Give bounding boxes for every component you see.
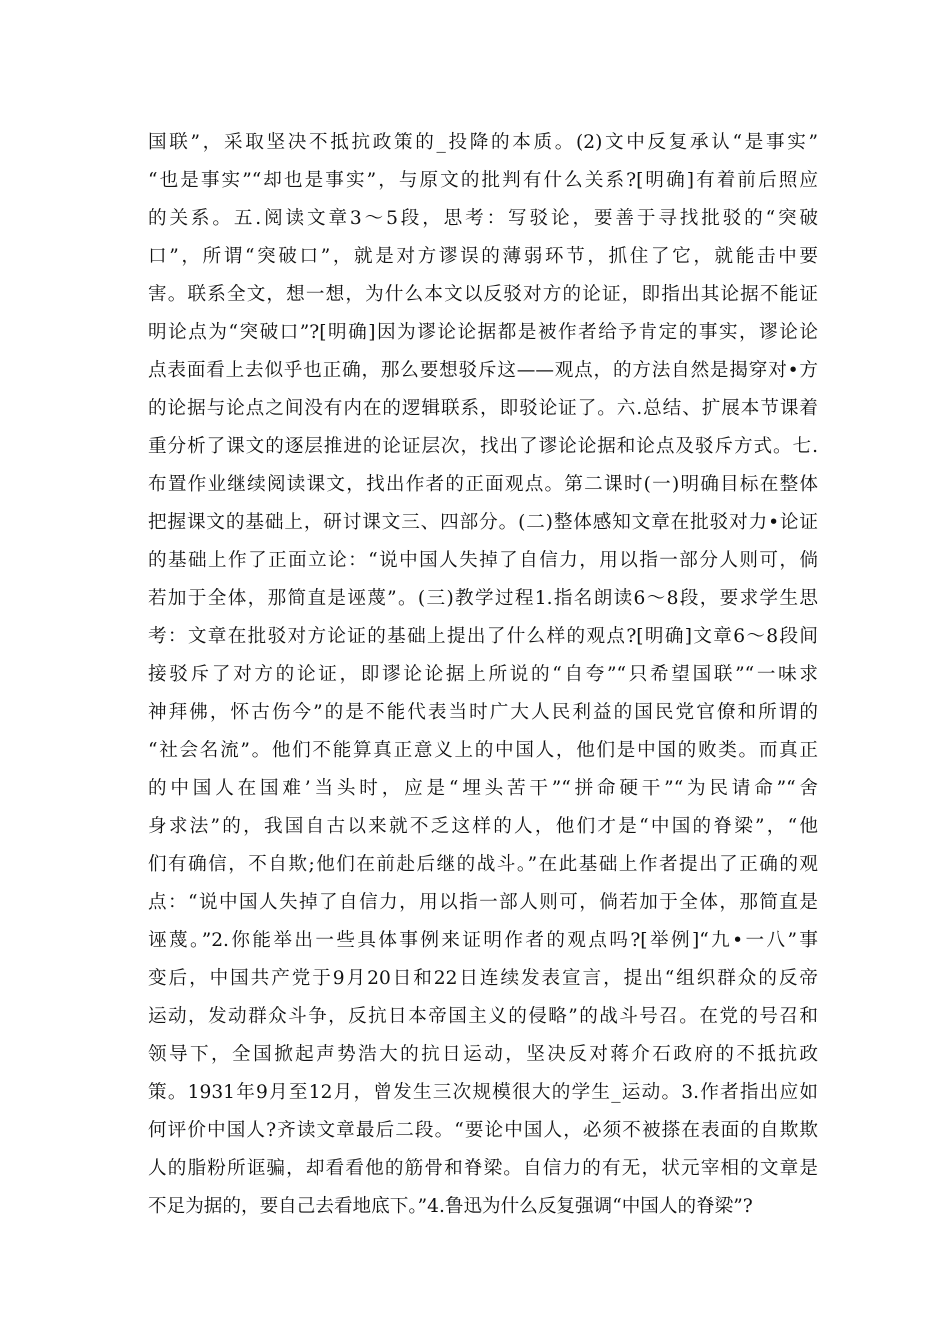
text-line: 点：“说中国人失掉了自信力，用以指一部人则可，倘若加于全体，那简直是 (148, 892, 818, 913)
text-line: 运动，发动群众斗争，反抗日本帝国主义的侵略”的战斗号召。在党的号召和 (148, 1006, 818, 1027)
text-line: 的论据与论点之间没有内在的逻辑联系，即驳论证了。六.总结、扩展本节课着 (148, 398, 818, 419)
text-line: 策。1931年9月至12月，曾发生三次规模很大的学生_运动。3.作者指出应如 (148, 1082, 818, 1103)
text-line: 害。联系全文，想一想，为什么本文以反驳对方的论证，即指出其论据不能证 (148, 284, 818, 305)
text-line: 的关系。五.阅读文章3～5段，思考：写驳论，要善于寻找批驳的“突破 (148, 208, 818, 229)
text-line: 接驳斥了对方的论证，即谬论论据上所说的“自夸”“只希望国联”“一味求 (148, 664, 818, 685)
text-line: 变后，中国共产党于9月20日和22日连续发表宣言，提出“组织群众的反帝 (148, 968, 818, 989)
text-line: 诬蔑。”2.你能举出一些具体事例来证明作者的观点吗?[举例]“九•一八”事 (148, 930, 818, 951)
text-line: “也是事实”“却也是事实”，与原文的批判有什么关系?[明确]有着前后照应 (148, 170, 818, 191)
text-line: 若加于全体，那简直是诬蔑”。(三)教学过程1.指名朗读6～8段，要求学生思 (148, 588, 818, 609)
text-line: 点表面看上去似乎也正确，那么要想驳斥这——观点，的方法自然是揭穿对•方 (148, 360, 818, 381)
text-line: 们有确信，不自欺;他们在前赴后继的战斗。”在此基础上作者提出了正确的观 (148, 854, 818, 875)
text-line: 的中国人在国难’当头时，应是“埋头苦干”“拼命硬干”“为民请命”“舍 (148, 778, 818, 799)
text-line: 身求法”的，我国自古以来就不乏这样的人，他们才是“中国的脊梁”，“他 (148, 816, 818, 837)
text-line: 布置作业继续阅读课文，找出作者的正面观点。第二课时(一)明确目标在整体 (148, 474, 818, 495)
text-line: 考：文章在批驳对方论证的基础上提出了什么样的观点?[明确]文章6～8段间 (148, 626, 818, 647)
text-line: 口”，所谓“突破口”，就是对方谬误的薄弱环节，抓住了它，就能击中要 (148, 246, 818, 267)
text-line: 重分析了课文的逐层推进的论证层次，找出了谬论论据和论点及驳斥方式。七. (148, 436, 818, 457)
text-line: “社会名流”。他们不能算真正意义上的中国人，他们是中国的败类。而真正 (148, 740, 818, 761)
text-line: 国联”，采取坚决不抵抗政策的_投降的本质。(2)文中反复承认“是事实” (148, 132, 818, 153)
text-line: 何评价中国人?齐读文章最后二段。“要论中国人，必须不被搽在表面的自欺欺 (148, 1120, 818, 1141)
text-line: 领导下，全国掀起声势浩大的抗日运动，坚决反对蒋介石政府的不抵抗政 (148, 1044, 818, 1065)
body-text (148, 124, 818, 1226)
text-line: 不足为据的，要自己去看地底下。”4.鲁迅为什么反复强调“中国人的脊梁”? (148, 1196, 753, 1217)
text-line: 神拜佛，怀古伤今”的是不能代表当时广大人民利益的国民党官僚和所谓的 (148, 702, 818, 723)
text-line: 人的脂粉所诓骗，却看看他的筋骨和脊梁。自信力的有无，状元宰相的文章是 (148, 1158, 818, 1179)
text-line: 明论点为“突破口”?[明确]因为谬论论据都是被作者给予肯定的事实，谬论论 (148, 322, 818, 343)
text-line: 的基础上作了正面立论：“说中国人失掉了自信力，用以指一部分人则可，倘 (148, 550, 818, 571)
text-line: 把握课文的基础上，研讨课文三、四部分。(二)整体感知文章在批驳对力•论证 (148, 512, 818, 533)
